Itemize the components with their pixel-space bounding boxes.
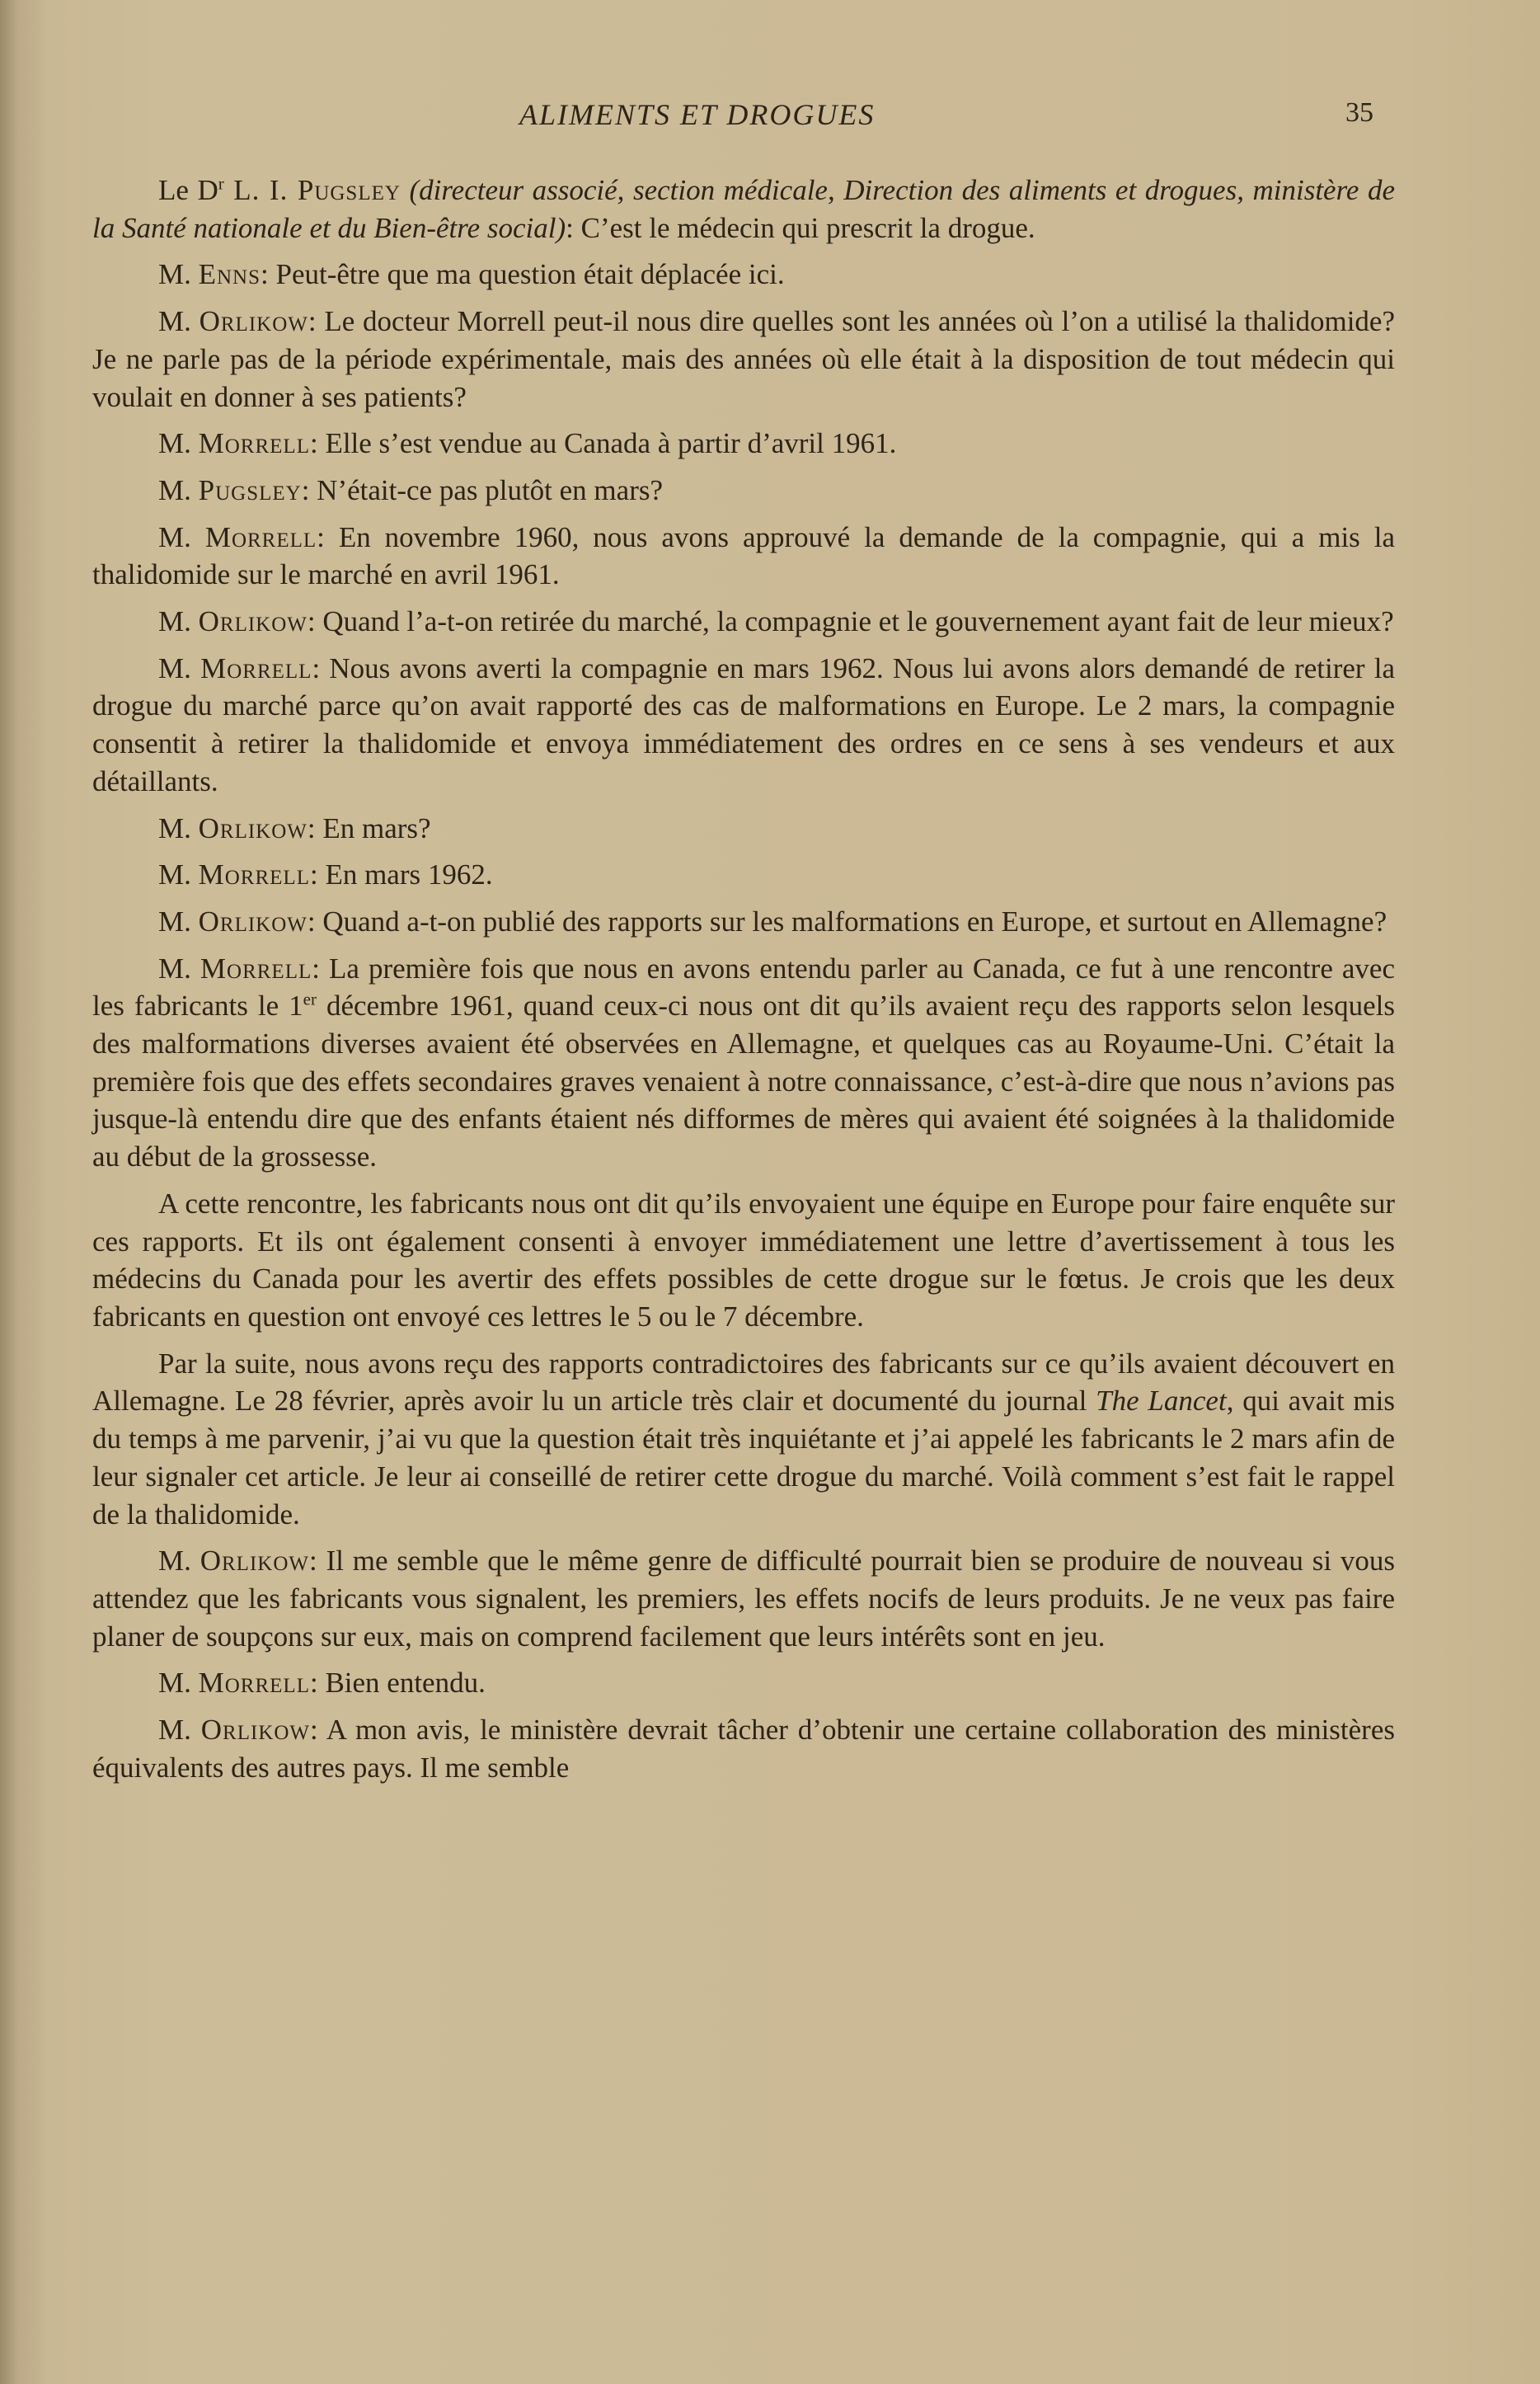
paragraph: M. Orlikow: A mon avis, le ministère devrait tâcher d’obtenir une certaine collaboration des ministères équivalents des autres pays. Il me semble <box>92 1714 1395 1784</box>
page-body <box>92 172 1395 1795</box>
paragraph: M. Morrell: Elle s’est vendue au Canada à partir d’avril 1961. <box>158 427 897 460</box>
paragraph: Le $D^r$ L. I. Pugsley (directeur associé, section médicale, Direction des aliments et drogues, ministère de la Santé nationale et du Bien-être social): C’est le médecin qui prescrit la drogue. <box>92 173 1395 244</box>
speaker-name: L. I. Pugsley <box>223 174 401 206</box>
speaker-name: Orlikow <box>198 605 308 638</box>
paragraph: M. Enns: Peut-être que ma question était déplacée ici. <box>158 258 785 291</box>
speaker-name: Orlikow <box>200 1545 309 1578</box>
paragraph: Par la suite, nous avons reçu des rapports contradictoires des fabricants sur ce qu’ils avaient découvert en Allemagne. Le 28 février, après avoir lu un article très clair et documenté du journal The Lancet, qui avait mis du temps à me parvenir, j’ai vu que la question était très inquiétante et j’ai appelé les fabricants le 2 mars afin de leur signaler cet article. Je leur ai conseillé de retirer cette drogue du marché. Voilà comment s’est fait le rappel de la thalidomide. <box>92 1347 1396 1531</box>
speaker-name: Pugsley <box>198 473 302 506</box>
paragraph: M. Morrell: En mars 1962. <box>158 858 493 891</box>
paragraph: M. Morrell: Nous avons averti la compagnie en mars 1962. Nous lui avons alors demandé de retirer la drogue du marché parce qu’on avait rapporté des cas de malformations en Europe. Le 2 mars, la compagnie consentit à retirer la thalidomide et envoya immédiatement des ordres en ce sens à ses vendeurs et aux détaillants. <box>92 651 1396 797</box>
paragraph: M. Orlikow: Quand a-t-on publié des rapports sur les malformations en Europe, et surtout en Allemagne? <box>158 905 1387 938</box>
paragraph: M. Morrell: La première fois que nous en avons entendu parler au Canada, ce fut à une rencontre avec les fabricants le 1er décembre 1961, quand ceux-ci nous ont dit qu’ils avaient reçu des rapports selon lesquels des malformations diverses avaient été observées en Allemagne, et quelques cas au Royaume-Uni. C’était la première fois que des effets secondaires graves venaient à notre connaissance, c’est-à-dire que nous n’avions pas jusque-là entendu dire que des enfants étaient nés difformes de mères qui avaient été soignées à la thalidomide au début de la grossesse. <box>92 952 1395 1173</box>
speaker-name: Orlikow <box>200 1714 311 1747</box>
paragraph: M. Orlikow: En mars? <box>158 811 431 844</box>
paragraph: M. Orlikow: Il me semble que le même genre de difficulté pourrait bien se produire de nouveau si vous attendez que les fabricants vous signalent, les premiers, les effets nocifs de leurs produits. Je ne veux pas faire planer de soupçons sur eux, mais on comprend facilement que leurs intérêts sont en jeu. <box>92 1545 1396 1653</box>
page-header <box>0 97 1540 147</box>
speaker-name: Morrell <box>198 858 310 891</box>
speaker-name: Orlikow <box>198 811 308 844</box>
paragraph: M. Morrell: En novembre 1960, nous avons approuvé la demande de la compagnie, qui a mis la thalidomide sur le marché en avril 1961. <box>92 520 1395 591</box>
speaker-name: Morrell <box>200 952 312 985</box>
journal-title: The Lancet <box>1096 1385 1227 1418</box>
speaker-name: Morrell <box>198 427 310 460</box>
speaker-name: Orlikow <box>199 305 308 338</box>
speaker-name: Morrell <box>198 1667 310 1700</box>
speaker-name: Morrell <box>200 651 312 684</box>
speaker-role: (directeur associé, section médicale, Direction des aliments et drogues, ministère de la Santé nationale et du Bien-être social) <box>92 174 1395 244</box>
speaker-name: Enns <box>198 258 261 291</box>
paragraph: M. Orlikow: Le docteur Morrell peut-il nous dire quelles sont les années où l’on a utilisé la thalidomide? Je ne parle pas de la période expérimentale, mais des années où elle était à la disposition de tout médecin qui voulait en donner à ses patients? <box>92 305 1396 413</box>
page-number: 35 <box>1345 97 1373 128</box>
paragraph: M. Pugsley: N’était-ce pas plutôt en mars? <box>158 473 664 506</box>
running-title: ALIMENTS ET DROGUES <box>519 98 876 131</box>
speaker-name: Morrell <box>204 520 317 553</box>
paragraph: M. Morrell: Bien entendu. <box>158 1667 486 1700</box>
speaker-name: Orlikow <box>198 905 308 938</box>
paragraph: M. Orlikow: Quand l’a-t-on retirée du marché, la compagnie et le gouvernement ayant fait de leur mieux? <box>158 605 1394 638</box>
paragraph: A cette rencontre, les fabricants nous ont dit qu’ils envoyaient une équipe en Europe pour faire enquête sur ces rapports. Et ils ont également consenti à envoyer immédiatement une lettre d’avertissement à tous les médecins du Canada pour les avertir des effets possibles de cette drogue sur le fœtus. Je crois que les deux fabricants en question ont envoyé ces lettres le 5 ou le 7 décembre. <box>92 1187 1395 1333</box>
